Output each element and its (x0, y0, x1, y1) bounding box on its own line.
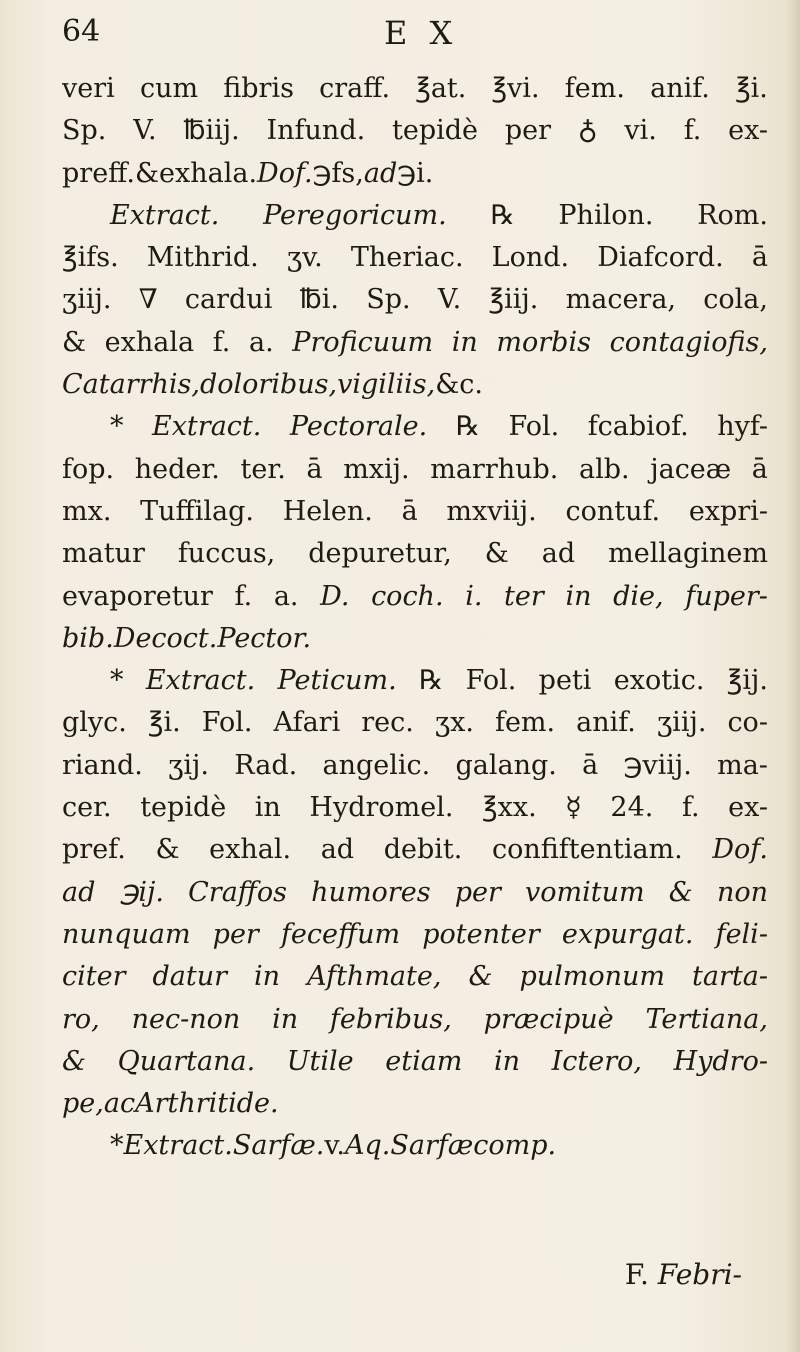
word: 24. (610, 792, 654, 824)
catchword-word: Febri- (657, 1258, 742, 1291)
italic-word: nec-non (131, 1003, 241, 1035)
word: ʒv. (286, 242, 323, 274)
italic-word: Utile (286, 1045, 354, 1077)
word: fop. (62, 453, 115, 485)
word: tepidè (140, 792, 227, 824)
word: pref. (62, 834, 126, 866)
italic-word: coch. (371, 580, 444, 612)
text-line (62, 1125, 768, 1167)
italic-word: Tertiana, (645, 1003, 768, 1035)
text-line (62, 279, 768, 321)
word: depuretur, (308, 538, 452, 570)
word: Mithrid. (146, 242, 259, 274)
italic-word: & (468, 961, 493, 993)
word: mxviij. (446, 495, 537, 527)
word: co- (727, 707, 768, 739)
italic-word: & (668, 876, 693, 908)
word: ℥at. (415, 73, 467, 104)
word: fem. (494, 707, 556, 739)
word: Diafcord. (597, 242, 724, 274)
text-line (62, 702, 768, 744)
word: heder. (134, 453, 220, 485)
text-line (62, 364, 768, 406)
italic-word: ad (363, 157, 398, 189)
italic-word: Sarfæ (390, 1130, 474, 1162)
word: & (155, 834, 180, 866)
word: fcabiof. (587, 411, 689, 443)
italic-word: potenter (422, 918, 540, 950)
word: mellaginem (608, 538, 768, 570)
italic-word: contagiofis, (609, 326, 768, 358)
word: ℥vi. (491, 73, 540, 104)
word: anif. (576, 707, 636, 739)
word: ℈viij. (623, 749, 692, 781)
text-line (62, 322, 768, 364)
italic-word: Dof. (712, 834, 768, 866)
italic-word: doloribus, (199, 369, 338, 401)
italic-word: Peregoricum. (263, 199, 447, 231)
word: ℈i. (397, 157, 434, 189)
word: craff. (319, 73, 391, 104)
italic-word: Pector. (217, 622, 312, 654)
word: Rad. (234, 749, 298, 781)
word: Infund. (266, 115, 366, 147)
text-line (62, 872, 768, 914)
italic-word: tarta- (692, 961, 768, 993)
catchword-prefix: F. (624, 1258, 649, 1291)
word: Lond. (491, 242, 570, 274)
word: vi. (624, 115, 657, 147)
word: ma- (717, 749, 768, 781)
word: fuccus, (177, 538, 276, 570)
text-line (62, 68, 768, 110)
italic-word: citer (62, 961, 126, 993)
italic-word: D. (320, 580, 350, 612)
text-line (62, 787, 768, 829)
page-edge-shadow (786, 0, 800, 1352)
word: preff. (62, 157, 135, 189)
word: hyf- (717, 411, 768, 443)
word: Philon. (558, 199, 654, 231)
word: ℥i. (147, 707, 181, 739)
italic-word: vomitum (525, 876, 645, 908)
italic-word: Quartana. (117, 1045, 256, 1077)
word: evaporetur (62, 580, 213, 612)
word: matur (62, 538, 145, 570)
italic-word: fuper- (685, 580, 768, 612)
word: a. (248, 326, 274, 358)
word: & (484, 538, 509, 570)
italic-word: * (110, 1130, 124, 1162)
word: ā (401, 495, 418, 527)
word: fem. (564, 73, 625, 104)
italic-word: per (454, 876, 501, 908)
word: ā (751, 242, 768, 274)
word: ℔i. (299, 284, 339, 316)
italic-word: * (110, 665, 124, 697)
word: ex- (728, 792, 768, 824)
text-line (62, 153, 768, 195)
italic-word: Extract. (123, 1130, 233, 1162)
word: veri (62, 73, 115, 104)
word: alb. (579, 453, 630, 485)
italic-word: febribus, (329, 1003, 452, 1035)
word: a. (273, 580, 299, 612)
word: ☿ (565, 792, 582, 824)
italic-word: feceffum (280, 918, 401, 950)
word: per (504, 115, 552, 147)
text-line (62, 618, 768, 660)
italic-word: Dof. (257, 157, 313, 189)
italic-word: die, (613, 580, 664, 612)
italic-word: * (110, 411, 124, 443)
word: exhala (104, 326, 195, 358)
word: ∇ (138, 284, 158, 316)
italic-word: Extract. (152, 411, 262, 443)
text-line (62, 533, 768, 575)
italic-word: ad (62, 876, 96, 908)
italic-word: Extract. (145, 665, 256, 697)
italic-word: Hydro- (673, 1045, 768, 1077)
word: exhal. (209, 834, 292, 866)
word: rec. (361, 707, 414, 739)
page-header (62, 14, 762, 60)
text-line (62, 491, 768, 533)
word: ℥xx. (482, 792, 537, 824)
italic-word: præcipuè (483, 1003, 614, 1035)
text-line (62, 406, 768, 448)
italic-word: feli- (715, 918, 768, 950)
word: Theriac. (350, 242, 464, 274)
italic-word: Afthmate, (307, 961, 442, 993)
word: in (254, 792, 281, 824)
word: mx. (62, 495, 112, 527)
word: V. (133, 115, 157, 147)
page-number: 64 (62, 14, 101, 49)
word: V. (437, 284, 462, 316)
word: glyc. (62, 707, 127, 739)
text-line (62, 449, 768, 491)
italic-word: pulmonum (519, 961, 666, 993)
word: ℥i. (735, 73, 768, 104)
word: Fol. (465, 665, 517, 697)
word: ex- (728, 115, 768, 147)
word: ʒiij. (62, 284, 112, 316)
word: Tuffilag. (140, 495, 254, 527)
word: ad (320, 834, 355, 866)
word: cum (139, 73, 199, 104)
word: exotic. (613, 665, 705, 697)
italic-word: bib. (62, 622, 114, 654)
word: ℥ifs. (62, 242, 119, 274)
text-line (62, 956, 768, 998)
word: exhala. (159, 157, 258, 189)
word: ʒiij. (656, 707, 707, 739)
italic-word: per (212, 918, 259, 950)
word: Hydromel. (309, 792, 454, 824)
word: Afari (273, 707, 341, 739)
word: ʒij. (168, 749, 210, 781)
word: ā (306, 453, 323, 485)
italic-word: Proficuum (292, 326, 434, 358)
italic-word: in (272, 1003, 299, 1035)
italic-word: Pectorale. (289, 411, 428, 443)
italic-word: humores (311, 876, 431, 908)
text-line (62, 829, 768, 871)
italic-word: expurgat. (561, 918, 694, 950)
word: contuf. (565, 495, 661, 527)
word: Sp. (366, 284, 411, 316)
word: ā (751, 453, 768, 485)
word: Rom. (697, 199, 768, 231)
text-line (62, 660, 768, 702)
word: tepidè (392, 115, 479, 147)
running-head: E X (384, 14, 459, 52)
catchword (625, 1258, 742, 1291)
italic-word: Arthritide. (135, 1088, 279, 1120)
word: &c. (435, 369, 483, 401)
word: marrhub. (430, 453, 559, 485)
word: ℞ (490, 199, 515, 231)
word: ad (541, 538, 576, 570)
italic-word: Ictero, (551, 1045, 642, 1077)
word: cola, (703, 284, 768, 316)
italic-word: in (565, 580, 592, 612)
italic-word: Decoct. (113, 622, 218, 654)
word: galang. (455, 749, 557, 781)
word: jaceæ (650, 453, 732, 485)
word: fibris (223, 73, 294, 104)
text-line (62, 237, 768, 279)
word: confiftentiam. (491, 834, 683, 866)
italic-word: in (451, 326, 478, 358)
text-line (62, 1083, 768, 1125)
italic-word: non (716, 876, 768, 908)
word: ℞ (455, 411, 480, 443)
word: ℞ (419, 665, 444, 697)
word: ℈fs, (312, 157, 364, 189)
word: Helen. (282, 495, 373, 527)
word: mxij. (343, 453, 410, 485)
word: anif. (650, 73, 710, 104)
word: & (62, 326, 87, 358)
text-line (62, 1041, 768, 1083)
word: & (134, 157, 160, 189)
text-line (62, 576, 768, 618)
italic-word: Catarrhis, (62, 369, 200, 401)
italic-word: nunquam (62, 918, 191, 950)
italic-word: in (254, 961, 281, 993)
word: debit. (383, 834, 463, 866)
italic-word: ro, (62, 1003, 100, 1035)
word: riand. (62, 749, 143, 781)
word: macera, (565, 284, 677, 316)
italic-word: ℈ij. (119, 876, 164, 908)
word: cardui (184, 284, 273, 316)
italic-word: in (494, 1045, 521, 1077)
italic-word: Sarfæ. (232, 1130, 325, 1162)
word: ℔iij. (183, 115, 240, 147)
word: f. (234, 580, 253, 612)
word: ℥ij. (726, 665, 768, 697)
italic-word: etiam (385, 1045, 463, 1077)
text-line (62, 914, 768, 956)
word: ♁ (577, 115, 598, 147)
italic-word: morbis (496, 326, 591, 358)
word: v. (324, 1130, 345, 1162)
italic-word: Extract. (110, 199, 220, 231)
word: f. (212, 326, 231, 358)
italic-word: pe, (62, 1088, 104, 1120)
italic-word: & (62, 1045, 87, 1077)
italic-word: Aq. (344, 1130, 391, 1162)
word: ter. (240, 453, 286, 485)
word: f. (681, 792, 700, 824)
italic-word: ter (504, 580, 544, 612)
text-line (62, 999, 768, 1041)
word: expri- (688, 495, 768, 527)
text-line (62, 110, 768, 152)
italic-word: i. (465, 580, 483, 612)
body-text (62, 68, 768, 1168)
italic-word: Peticum. (277, 665, 397, 697)
word: angelic. (322, 749, 431, 781)
word: Fol. (508, 411, 560, 443)
text-line (62, 745, 768, 787)
word: ℥iij. (488, 284, 539, 316)
word: f. (683, 115, 702, 147)
word: peti (538, 665, 592, 697)
italic-word: vigiliis, (337, 369, 436, 401)
word: Fol. (201, 707, 253, 739)
text-line (62, 195, 768, 237)
italic-word: ac (103, 1088, 136, 1120)
word: ā (582, 749, 599, 781)
italic-word: Craffos (188, 876, 288, 908)
word: ʒx. (434, 707, 474, 739)
word: Sp. (62, 115, 107, 147)
italic-word: comp. (473, 1130, 557, 1162)
word: cer. (62, 792, 112, 824)
italic-word: datur (152, 961, 228, 993)
